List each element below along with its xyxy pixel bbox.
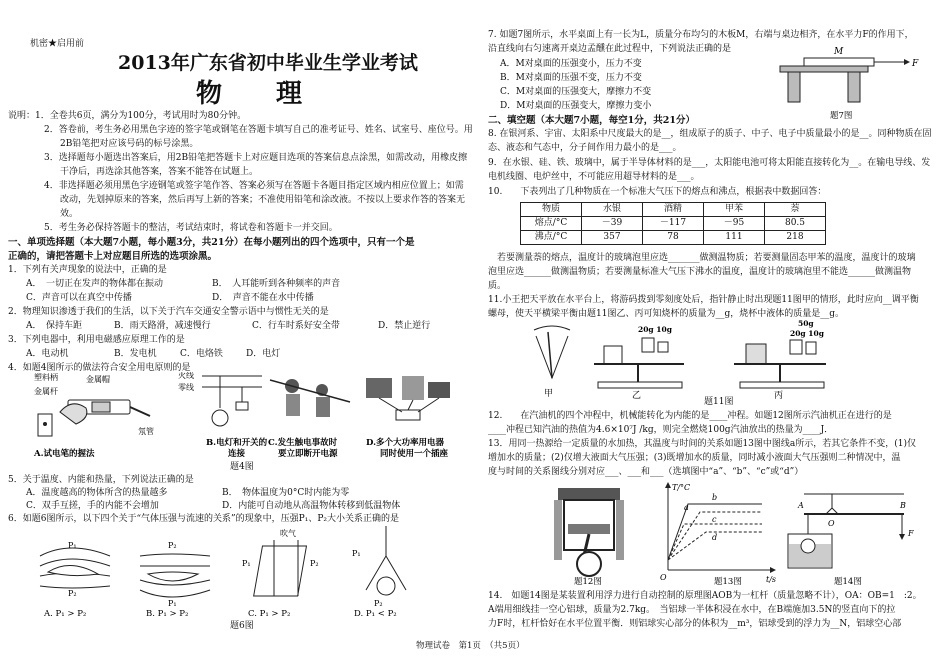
reverse-airfoil-diagram [140,541,210,619]
p1-label: P₁ [68,541,77,550]
blow-label: 吹气 [280,529,296,538]
balance-c-diagram [734,319,826,401]
instruction-line: 3．选择题每小题选出答案后，用2B铅笔把答题卡上对应题目选项的答案信息点涂黑，如需改动，用橡皮擦 [44,153,468,163]
q14-line: 14. 如题14图是某装置利用浮力进行自动控制的原理图AOB为一杠杆（质量忽略不计），OA：OB=1 :2。 [488,591,922,601]
airfoil-diagram [40,541,110,619]
shock-rescue-illustration [268,379,350,459]
q1-option-b: B． 人耳能听到各种频率的声音 [212,279,341,289]
q10-line: 若要测量萘的熔点，温度计的玻璃泡里应选_______做测温物质；若要测量固态甲苯的温度，温度计的玻璃 [488,253,916,263]
table-cell: －95 [704,217,765,231]
q13-line-3: 度与时间的关系图线分别对应___、___和___（选填图中“a”、“b”、“c”或“d”） [488,467,804,477]
q12-line: 12. 在汽油机的四个冲程中，机械能转化为内能的是____冲程。如题12图所示汽油机正在进行的是 [488,411,892,421]
q5-stem: 5．关于温度、内能和热量，下列说法正确的是 [8,475,194,485]
overload-socket-illustration [366,376,450,459]
subject-title: 物 理 [196,79,317,109]
label-jia: 甲 [544,389,554,399]
q7-figure [764,42,934,122]
q7-stem-2: 沿直线向右匀速离开桌边孟醺在此过程中，下列说法正确的是 [488,44,732,54]
fig14-caption: 题14图 [834,577,862,587]
q4-figure-caption: 题4图 [230,462,254,472]
section1-heading-2: 正确的，请把答题卡上对应题目所选的选项涂黑。 [8,251,218,262]
q2-option-a: A． 保持车距 [26,321,82,331]
q4-figure [30,372,460,460]
p1-label: P₁ [168,599,177,608]
q2-option-c: C．行车时系好安全带 [252,321,340,331]
q11-figure [528,318,928,404]
q8-line: 8. 在银河系、宇宙、太阳系中尺度最大的是__，组成原子的质子、中子、电子中质量最小的是__。同种物质在固 [488,129,932,139]
q7-option-c: C．M对桌面的压强变大，摩擦力不变 [500,87,652,97]
label-neutral-wire: 零线 [178,383,194,392]
page-footer: 物理试卷 第1页 （共5页） [416,641,525,651]
instruction-line: 4．非选择题必须用黑色字迹钢笔或签字笔作答、答案必须写在答题卡各题目指定区域内相应位置上；如需 [44,181,464,191]
balance-pointer-diagram [534,326,570,399]
table-header-row [521,203,826,217]
table-cell: －117 [643,217,704,231]
curve-c-label: c [712,515,717,524]
q2-option-b: B．雨天路滑，减速慢行 [114,321,211,331]
q6-option-a: A. P₁ > P₂ [44,609,87,619]
curve-b-label: b [712,493,718,502]
balance-b-diagram [594,325,684,401]
q11-line: 11.小王把天平放在水平台上，将游码拨到零刻度处后，指针静止时出现题11图甲的情形，此时应向__调平衡 [488,295,919,305]
q10-line-3: 质。 [488,281,507,291]
q4-stem: 4．如题4图所示的做法符合安全用电原则的是 [8,363,191,373]
lever-float-diagram [788,494,914,587]
q6-option-d: D. P₁ < P₂ [354,609,397,619]
q1-stem: 1．下列有关声现象的说法中，正确的是 [8,265,167,275]
q10-line-2: 泡里应选______做测温物质；若要测量标准大气压下沸水的温度，温度计的玻璃泡里不能选______做测温物 [488,267,912,277]
q3-option-b: B．发电机 [114,349,157,359]
q6-stem: 6．如题6图所示，以下四个关于“气体压强与流速的关系”的现象中，压强P₁、P₂大小关系正确的是 [8,514,399,524]
q1-option-a: A． 一切正在发声的物体都在振动 [26,279,164,289]
q3-option-d: D．电灯 [246,349,281,359]
p1-label: P₁ [242,559,251,568]
q2-option-d: D．禁止逆行 [378,321,431,331]
p2-label: P₂ [68,589,77,598]
caption-c-2: 要立即断开电源 [278,449,338,459]
fig13-caption: 题13图 [714,577,742,587]
instruction-line: 2B铅笔把对应该号码的标号涂黑。 [60,139,199,149]
q5-option-b: B． 物体温度为0°C时内能为零 [222,488,350,498]
origin-label: O [660,573,667,582]
q7-figure-caption: 题7图 [830,111,853,121]
instruction-line: 说明：1．全卷共6页，满分为100分，考试用时为80分钟。 [8,111,247,121]
q5-option-a: A．温度越高的物体所含的热量越多 [26,488,168,498]
force-label: F [912,59,919,69]
label-yi: 乙 [632,391,642,401]
q13-line-2: 增加水的质量；(2)仅增大液面大气压强；(3)既增加水的质量，同时减小液面大气压强则二种情况中，温 [488,453,901,463]
table-cell: 218 [765,231,826,245]
table-row [521,217,826,231]
caption-d-2: 同时使用一个插座 [380,449,449,459]
q14-line-2: A端用细线挂一空心铝球，质量为2.7kg。 当铝球一半体积浸在水中，在B端施加3.5N的竖直向下的拉 [488,605,896,615]
temperature-time-graph [660,482,776,587]
q3-stem: 3．下列电器中，利用电磁感应原理工作的是 [8,335,185,345]
q9-line: 9．在水银、硅、铁、玻璃中，属于半导体材料的是___，太阳能电池可将太阳能直接转化为__。在输电导线、发 [488,158,931,168]
caption-d: D.多个大功率用电器 [366,438,445,448]
point-o-label: O [828,519,835,528]
engine-cylinder-diagram [554,488,624,587]
time-axis-label: t/s [766,575,777,584]
instruction-line: 改动，先划掉原来的答案，然后再写上新的答案；不准使用铅笔和涂改液。不按以上要求作答的答案无 [60,195,466,205]
label-metal-cap: 金属帽 [86,375,110,384]
q11-line-2: 螺母，使天平横梁平衡由题11图乙、丙可知烧杯的质量为__g，烧杯中液体的质量是__g。 [488,309,844,319]
label-live-wire: 火线 [178,372,194,380]
table-header: 水银 [582,203,643,217]
table-cell: －39 [582,217,643,231]
board-label: M [834,47,844,57]
q12-14-figures [534,480,934,588]
exam-title: 2013年广东省初中毕业生学业考试 [118,52,418,74]
q1-option-c: C．声音可以在真空中传播 [26,293,132,303]
q3-option-a: A．电动机 [26,349,69,359]
table-row [521,231,826,245]
q3-option-c: C．电烙铁 [180,349,223,359]
funnel-ball-diagram [352,526,406,619]
caption-b-2: 连接 [228,449,246,459]
section1-heading: 一、单项选择题（本大题7小题，每小题3分，共21分）在每小题列出的四个选项中，只有一个是 [8,237,415,248]
weights-c-label: 50g [798,319,814,328]
caption-b: B.电灯和开关的 [206,438,268,448]
table-cell: 80.5 [765,217,826,231]
table-header: 萘 [765,203,826,217]
q7-stem: 7. 如题7图所示，水平桌面上有一长为L，质量分布均匀的木板M，右端与桌边相齐，在水平力F的作用下， [488,30,914,40]
section2-heading: 二、填空题（本大题7小题，每空1分，共21分） [488,115,695,126]
secret-mark: 机密★启用前 [30,39,85,49]
melting-boiling-table [520,202,826,245]
q7-option-a: A．M对桌面的压强变小，压力不变 [500,59,642,69]
temp-axis-label: T/°C [672,483,691,492]
instruction-line: 5．考生务必保持答题卡的整洁，考试结束时，将试卷和答题卡一并交回。 [44,223,338,233]
caption-a: A.试电笔的握法 [34,449,95,459]
p2-label: P₂ [310,559,319,568]
force-f-label: F [908,529,914,538]
q8-line-2: 态、液态和气态中，分子间作用力最小的是___。 [488,143,682,153]
curve-a-label: a [684,503,689,512]
q12-line-2: ____冲程已知汽油的热值为4.6×10⁷J /kg，则完全燃烧100g汽油放出的热量为____J． [488,425,834,435]
table-header: 酒精 [643,203,704,217]
table-cell: 沸点/°C [521,231,582,245]
q9-line-2: 电机线圈、电炉丝中，不可能应用超导材料的是___。 [488,172,700,182]
p2-label: P₂ [374,599,383,608]
q2-stem: 2．物理知识渗透于我们的生活，以下关于汽车交通安全警示语中与惯性无关的是 [8,307,329,317]
table-header: 甲苯 [704,203,765,217]
q14-line-3: 力F时，杠杆恰好在水平位置平衡．则铝球实心部分的体积为__m³，铝球受到的浮力为__N，铝球空心部 [488,619,902,629]
q6-figure-caption: 题6图 [230,621,254,631]
instruction-line: 干净后，再选涂其他答案，答案不能答在试题上。 [60,167,259,177]
lamp-switch-illustration [178,372,268,459]
label-plastic-handle: 塑料柄 [34,373,58,382]
instruction-line: 效。 [60,209,79,219]
p1-label: P₁ [352,549,361,558]
table-header: 物质 [521,203,582,217]
weights-c2-label: 20g 10g [790,329,824,338]
weights-b-label: 20g 10g [638,325,672,334]
table-cell: 357 [582,231,643,245]
q13-line: 13．用同一热源给一定质量的水加热，其温度与时间的关系如题13图中图线a所示，若其它条件不变，(1)仅 [488,439,917,449]
label-neon-tube: 氖管 [138,427,154,436]
q11-figure-caption: 题11图 [704,397,734,407]
table-cell: 熔点/°C [521,217,582,231]
q6-figure [30,526,450,620]
fig12-caption: 题12图 [574,577,602,587]
q7-option-d: D．M对桌面的压强变大，摩擦力变小 [500,101,652,111]
test-pen-illustration [33,372,154,459]
q5-option-d: D．内能可自动地从高温物体转移到低温物体 [222,501,401,511]
label-bing: 丙 [774,391,784,401]
label-metal-rod: 金属杆 [34,387,58,396]
curve-d-label: d [712,533,718,542]
q1-option-d: D． 声音不能在水中传播 [212,293,314,303]
q6-option-c: C. P₁ > P₂ [248,609,291,619]
point-a-label: A [798,501,804,510]
q10-stem: 10. 下表列出了几种物质在一个标准大气压下的熔点和沸点，根据表中数据回答： [488,187,827,197]
q7-option-b: B．M对桌面的压强不变，压力不变 [500,73,642,83]
caption-c: C.发生触电事故时 [268,438,338,448]
paper-blow-diagram [242,528,319,619]
q5-option-c: C．双手互搓，手的内能不会增加 [26,501,159,511]
table-cell: 111 [704,231,765,245]
q6-option-b: B. P₁ > P₂ [146,609,189,619]
p2-label: P₂ [168,541,177,550]
instruction-line: 2．答卷前，考生务必用黑色字迹的签字笔或钢笔在答题卡填写自己的准考证号、姓名、试室号、座位号。用 [44,125,473,135]
table-cell: 78 [643,231,704,245]
point-b-label: B [900,501,906,510]
